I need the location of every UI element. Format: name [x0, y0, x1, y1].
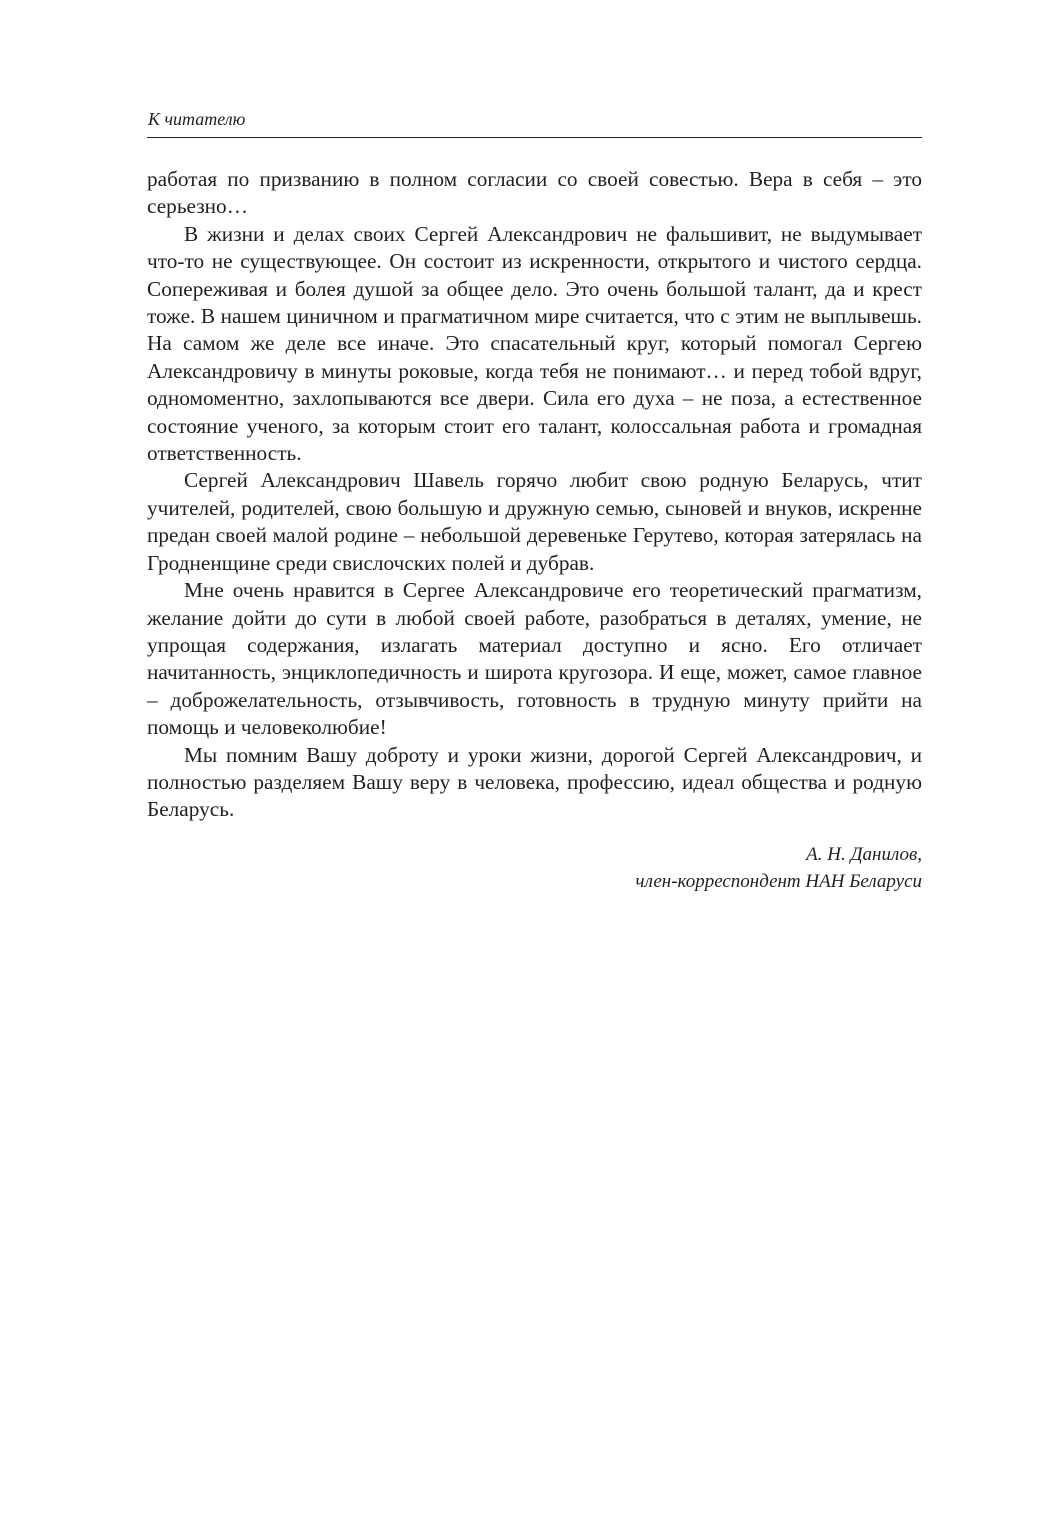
signature-title: член-корреспондент НАН Беларуси	[635, 871, 922, 892]
paragraph-2: В жизни и делах своих Сергей Александрович не фальшивит, не выдумывает что-то не существующее. Он состоит из искренности, открытого и чистого сердца. Сопереживая и болея душой за общее дело. Это очень большой талант, да и крест тоже. В нашем циничном и прагматичном мире считается, что с этим не выплывешь. На самом же деле все иначе. Это спасательный круг, который помогал Сергею Александровичу в минуты роковые, когда тебя не понимают… и перед тобой вдруг, одномоментно, захлопываются все двери. Сила его духа – не поза, а естественное состояние ученого, за которым стоит его талант, колоссальная работа и громадная ответственность.	[147, 221, 922, 466]
running-head: К читателю	[148, 109, 246, 129]
signature	[636, 841, 922, 895]
paragraph-1: работая по призванию в полном согласии со своей совестью. Вера в себя – это серьезно…	[147, 167, 922, 219]
body-text	[147, 166, 922, 824]
header-rule	[147, 137, 922, 138]
signature-name: А. Н. Данилов,	[806, 844, 922, 865]
paragraph-4: Мне очень нравится в Сергее Александровиче его теоретический прагматизм, желание дойти до сути в любой своей работе, разобраться в деталях, умение, не упрощая содержания, излагать материал доступно и ясно. Его отличает начитанность, энциклопедичность и широта кругозора. И еще, может, самое главное – доброжелательность, отзывчивость, готовность в трудную минуту прийти на помощь и человеколюбие!	[147, 578, 922, 740]
paragraph-3: Сергей Александрович Шавель горячо любит свою родную Беларусь, чтит учителей, родителей, свою большую и дружную семью, сыновей и внуков, искренне предан своей малой родине – небольшой деревеньке Герутево, которая затерялась на Гродненщине среди свислочских полей и дубрав.	[147, 468, 922, 575]
paragraph-5: Мы помним Вашу доброту и уроки жизни, дорогой Сергей Александрович, и полностью разделяем Вашу веру в человека, профессию, идеал общества и родную Беларусь.	[147, 742, 922, 822]
